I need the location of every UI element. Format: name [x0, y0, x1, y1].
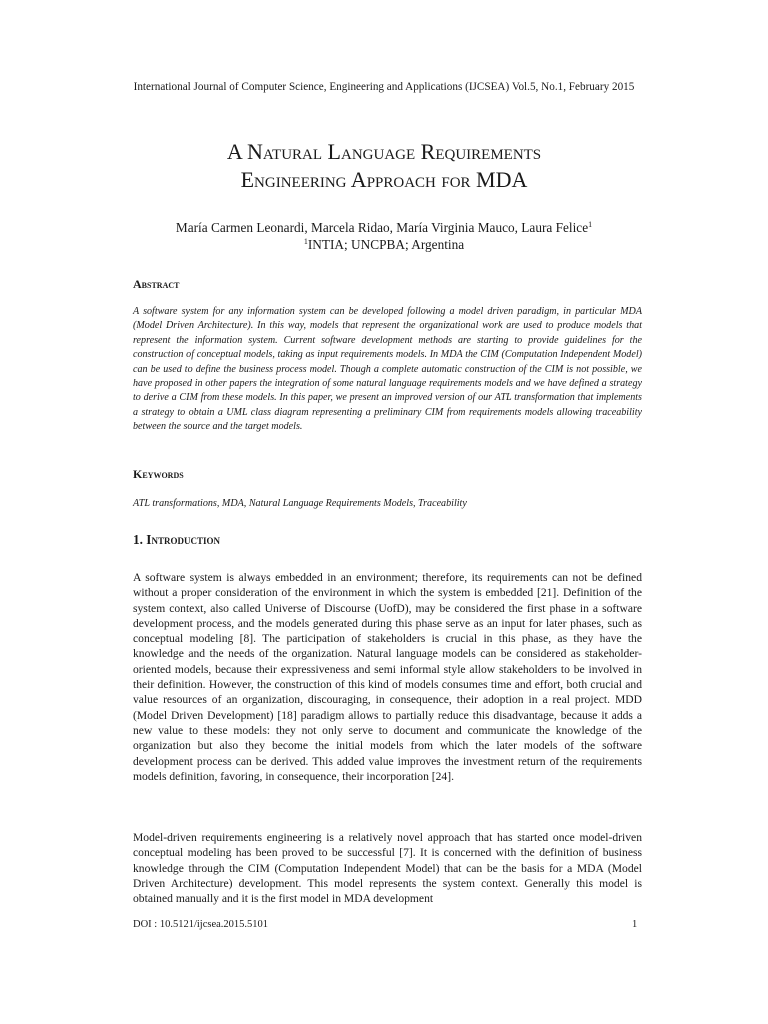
- affiliation: INTIA; UNCPBA; Argentina: [307, 237, 465, 252]
- paper-title: [0, 138, 768, 194]
- title-line-2: Engineering Approach for MDA: [240, 167, 528, 192]
- introduction-paragraph-2: Model-driven requirements engineering is a relatively novel approach that has started once model-driven conceptual modeling has been proved to be successful [7]. It is concerned with the definition of business knowledge through the CIM (Computation Independent Model) that can be the basis for a MDA (Model Driven Architecture) development. This model represents the system context. Generally this model is obtained manually and it is the first model in MDA development: [133, 831, 642, 906]
- author-names: María Carmen Leonardi, Marcela Ridao, María Virginia Mauco, Laura Felice: [175, 220, 589, 235]
- abstract-heading: Abstract: [133, 277, 180, 291]
- running-head: International Journal of Computer Science, Engineering and Applications (IJCSEA) Vol.5, No.1, February 2015: [133, 81, 635, 93]
- abstract-text: A software system for any information system can be developed following a model driven paradigm, in particular MDA (Model Driven Architecture). In this way, models that represent the organizational work are used to produce models that represent the information system. Current software development methods are starting to provide guidelines for the construction of conceptual models, taking as input requirements models. In MDA the CIM (Computation Independent Model) can be used to define the business process model. Though a complete automatic construction of the CIM is not possible, we have proposed in other papers the integration of some natural language requirements models and we have defined a strategy to derive a CIM from these models. In this paper, we present an improved version of our ATL transformation that implements a strategy to obtain a UML class diagram representing a preliminary CIM from requirements models allowing traceability between the source and the target models.: [133, 306, 642, 433]
- page-number: 1: [632, 919, 638, 930]
- keywords-heading: Keywords: [133, 467, 184, 481]
- author-affiliation-mark: 1: [588, 220, 593, 229]
- introduction-heading: 1. Introduction: [133, 532, 220, 547]
- affiliation-mark: 1: [303, 237, 308, 246]
- title-line-1: A Natural Language Requirements: [226, 139, 542, 164]
- keywords-text: ATL transformations, MDA, Natural Language Requirements Models, Traceability: [133, 498, 467, 509]
- footer-doi: DOI : 10.5121/ijcsea.2015.5101: [133, 919, 269, 930]
- author-block: [0, 219, 768, 253]
- introduction-paragraph-1: A software system is always embedded in an environment; therefore, its requirements can not be defined without a proper consideration of the environment in which the system is embedded [21]. Definition of the system context, also called Universe of Discourse (UofD), may be considered the first phase in a software development process, and the models generated during this phase serve as an input for later phases, such as conceptual modeling [8]. The participation of stakeholders is crucial in this phase, as they have the knowledge and the needs of the organization. Natural language models can be considered as stakeholder-oriented models, because their expressiveness and semi informal style allow stakeholders to be involved in their definition. However, the construction of this kind of models consumes time and effort, both crucial and value resources of an organization, discouraging, in consequence, their adoption in a real project. MDD (Model Driven Development) [18] paradigm allows to partially reduce this disadvantage, because it adds a new value to these models: they not only serve to document and communicate the knowledge of the organization but also they become the initial models from which the later models of the software development process can be derived. This added value improves the investment return of the requirements models definition, favoring, in consequence, their incorporation [24].: [133, 571, 642, 783]
- author-names-line: [0, 219, 768, 236]
- affiliation-line: [0, 236, 768, 253]
